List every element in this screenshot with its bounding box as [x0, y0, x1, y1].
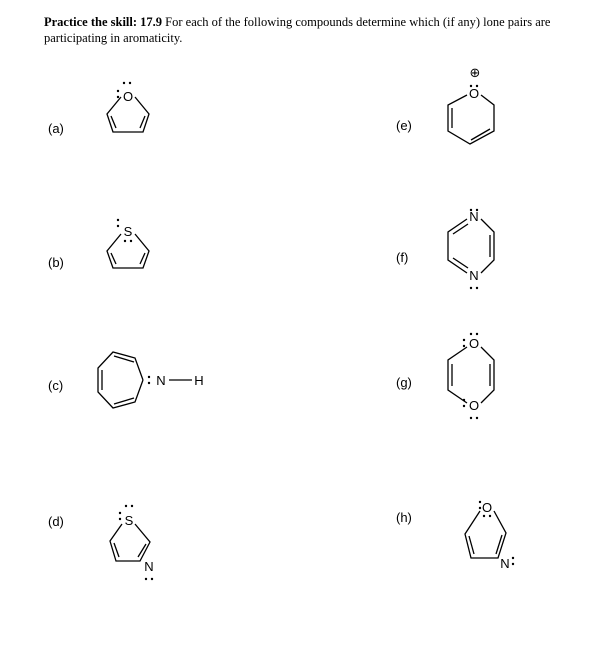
thiazole-sulfur: S: [124, 513, 134, 528]
dioxin-structure: [440, 324, 510, 430]
furan-structure: [100, 72, 160, 138]
furan-oxygen: O: [122, 89, 134, 104]
label-c: (c): [48, 378, 64, 393]
problem-text: For each of the following compounds determine which (if any) lone pairs are participating in aromaticity.: [44, 15, 551, 45]
azepine-hydrogen: H: [194, 373, 204, 388]
pyrazine-nitrogen-bottom: N: [469, 268, 479, 283]
dioxin-oxygen-bottom: O: [468, 398, 480, 413]
thiophene-sulfur: S: [123, 224, 133, 239]
thiophene-structure: [100, 208, 160, 274]
label-h: (h): [396, 510, 412, 525]
pyrylium-structure: [440, 62, 510, 154]
label-f: (f): [396, 250, 409, 265]
label-e: (e): [396, 118, 412, 133]
problem-number: 17.9: [140, 15, 163, 29]
label-b: (b): [48, 255, 64, 270]
oxazole-structure: [450, 488, 520, 582]
pyrazine-structure: [440, 196, 510, 298]
label-a: (a): [48, 121, 64, 136]
oxazole-oxygen: O: [481, 500, 493, 515]
azepine-structure: [92, 340, 222, 420]
oxazole-nitrogen: N: [500, 556, 510, 571]
problem-statement: [44, 14, 584, 46]
dioxin-oxygen-top: O: [468, 336, 480, 351]
pyrylium-oxygen: O: [468, 86, 480, 101]
thiazole-nitrogen: N: [144, 559, 154, 574]
label-d: (d): [48, 514, 64, 529]
thiazole-structure: [100, 493, 170, 585]
pyrazine-nitrogen-top: N: [469, 209, 479, 224]
label-g: (g): [396, 375, 412, 390]
pyrylium-charge: ⊕: [469, 65, 481, 80]
problem-heading: Practice the skill:: [44, 15, 138, 29]
azepine-nitrogen: N: [156, 373, 166, 388]
